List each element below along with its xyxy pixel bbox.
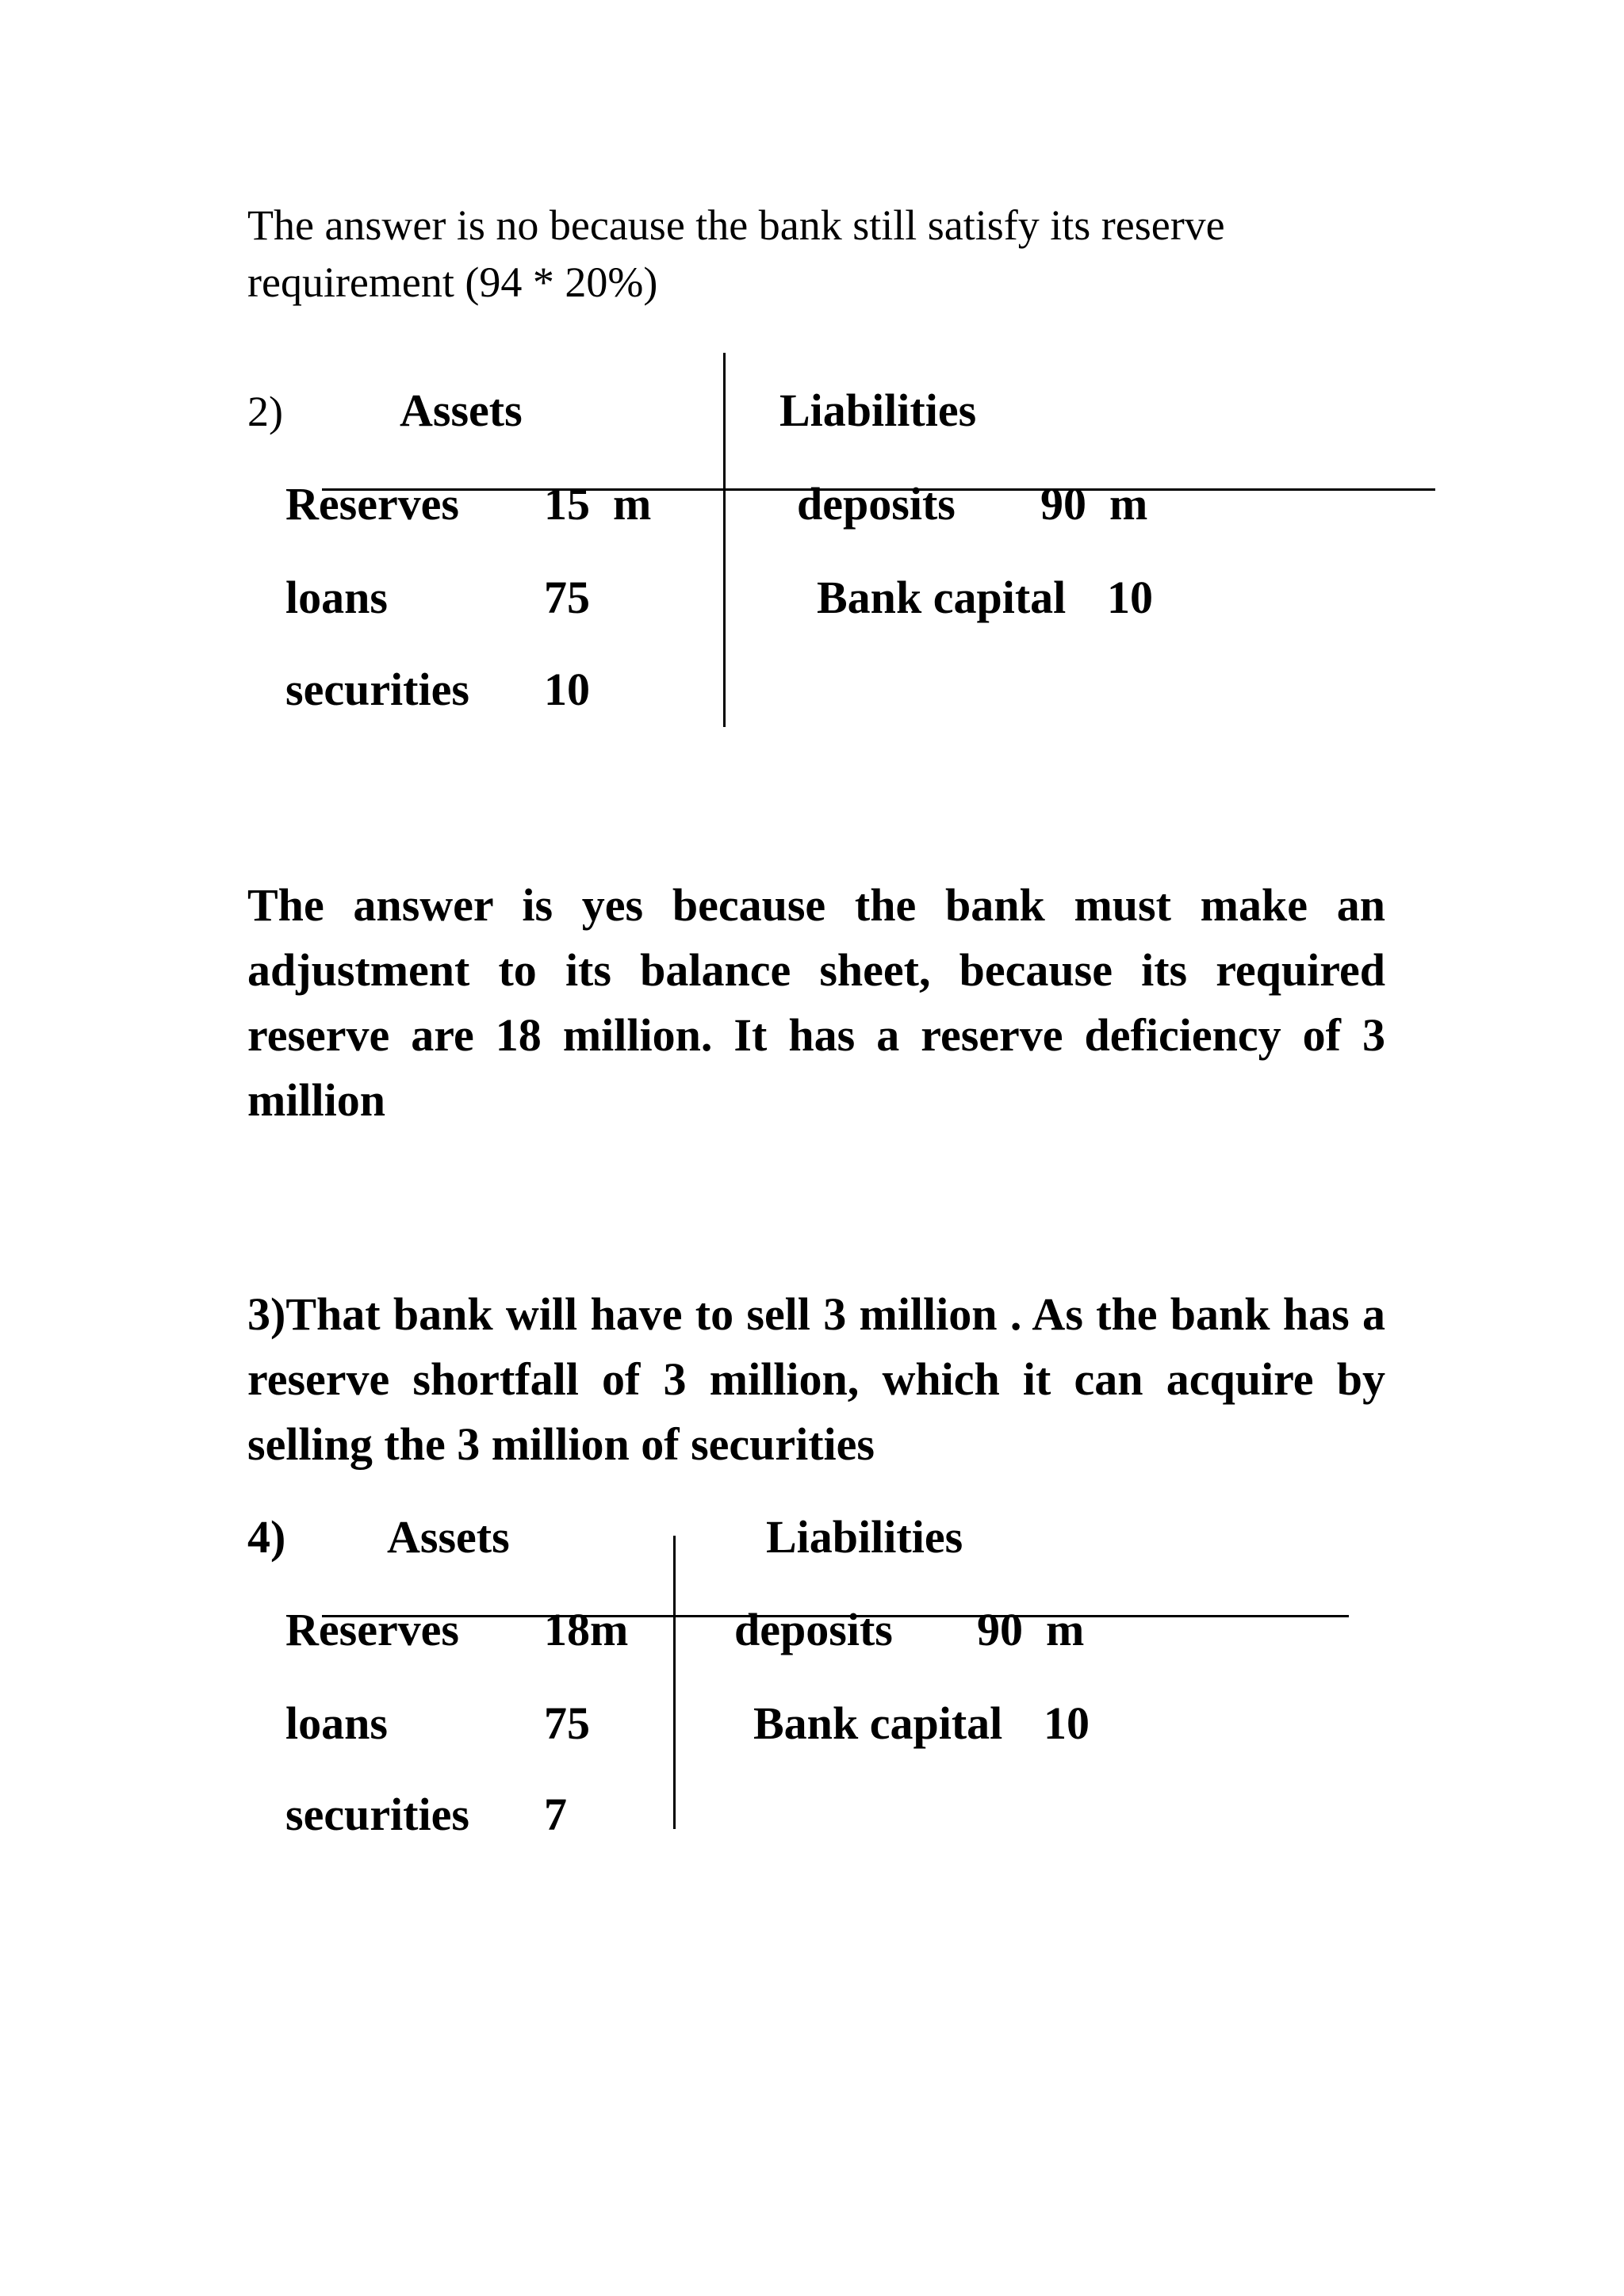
asset-value: 75 [544,572,590,623]
asset-label: loans [285,572,388,623]
liabilities-header: Liabilities [779,385,977,436]
asset-value: 18m [544,1604,629,1655]
item-3-paragraph: 3)That bank will have to sell 3 million . As the bank has a reserve shortfall of 3 million, which it can acquire by selling the 3 million of securities [247,1288,1385,1470]
assets-header: Assets [387,1511,510,1563]
answer-yes-paragraph: The answer is yes because the bank must make an adjustment to its balance sheet, because its required reserve are 18 million. It has a reserve deficiency of 3 million [247,879,1385,1126]
liability-value: 90 m [977,1604,1085,1655]
asset-label: loans [285,1697,388,1749]
liability-value: 10 [1044,1697,1090,1749]
item-number-4: 4) [247,1511,286,1563]
t-account-vertical-line [673,1536,676,1829]
asset-label: Reserves [285,1604,460,1655]
liability-label: Bank capital [753,1697,1003,1749]
asset-value: 10 [544,664,590,715]
liability-value: 90 m [1040,478,1148,530]
asset-value: 75 [544,1697,590,1749]
liability-value: 10 [1107,572,1153,623]
liability-label: deposits [734,1604,893,1655]
item-number-2: 2) [247,388,283,435]
asset-label: securities [285,1789,469,1840]
asset-label: Reserves [285,478,460,530]
assets-header: Assets [400,385,523,436]
intro-text: The answer is no because the bank still satisfy its reserve requirement (94 * 20%) [247,201,1225,306]
asset-value: 15 m [544,478,652,530]
liability-label: deposits [797,478,956,530]
liability-label: Bank capital [817,572,1067,623]
asset-value: 7 [544,1789,567,1840]
liabilities-header: Liabilities [766,1511,963,1563]
t-account-vertical-line [723,353,726,727]
asset-label: securities [285,664,469,715]
